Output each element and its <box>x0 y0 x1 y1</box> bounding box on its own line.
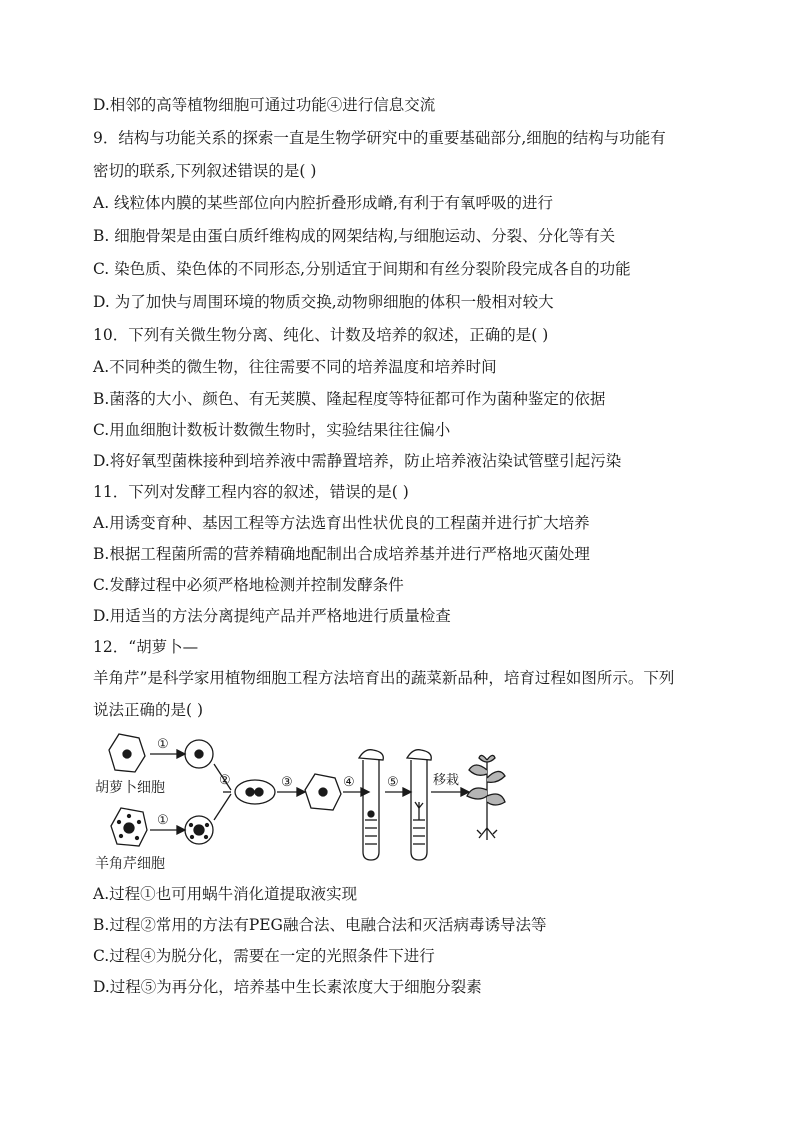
question-11-option-c: C.发酵过程中必须严格地检测并控制发酵条件 <box>93 576 404 594</box>
question-12-option-a: A.过程①也可用蜗牛消化道提取液实现 <box>93 885 358 903</box>
question-11-option-a: A.用诱变育种、基因工程等方法选育出性状优良的工程菌并进行扩大培养 <box>93 514 590 532</box>
step-4-label: ④ <box>343 775 355 790</box>
question-12-option-b: B.过程②常用的方法有PEG融合法、电融合法和灭活病毒诱导法等 <box>93 916 547 934</box>
question-9-option-c: C. 染色质、染色体的不同形态,分别适宜于间期和有丝分裂阶段完成各自的功能 <box>93 260 631 278</box>
question-9-stem-cont: 密切的联系,下列叙述错误的是( ) <box>93 162 317 180</box>
test-tube-callus <box>363 760 379 860</box>
question-9-option-d: D. 为了加快与周围环境的物质交换,动物卵细胞的体积一般相对较大 <box>93 293 554 311</box>
question-9-option-b: B. 细胞骨架是由蛋白质纤维构成的网架结构,与细胞运动、分裂、分化等有关 <box>93 227 616 245</box>
step-1-label: ① <box>157 813 169 828</box>
step-5-label: ⑤ <box>387 775 399 790</box>
transplant-label: 移栽 <box>433 773 460 788</box>
question-10-option-b: B.菌落的大小、颜色、有无荚膜、隆起程度等特征都可作为菌种鉴定的依据 <box>93 390 606 408</box>
question-11-option-d: D.用适当的方法分离提纯产品并严格地进行质量检查 <box>93 607 451 625</box>
step-1-label: ① <box>157 737 169 752</box>
plant-icon <box>467 755 505 840</box>
text-line: D.相邻的高等植物细胞可通过功能④进行信息交流 <box>93 96 436 114</box>
question-9-option-a: A. 线粒体内膜的某些部位向内腔折叠形成嵴,有利于有氧呼吸的进行 <box>93 194 553 212</box>
question-12-option-c: C.过程④为脱分化，需要在一定的光照条件下进行 <box>93 947 435 965</box>
question-10-option-c: C.用血细胞计数板计数微生物时，实验结果往往偏小 <box>93 421 451 439</box>
carrot-cell-label: 胡萝卜细胞 <box>95 780 165 796</box>
question-12-stem-cont: 羊角芹”是科学家用植物细胞工程方法培育出的蔬菜新品种，培育过程如图所示。下列 <box>93 669 675 687</box>
question-10-option-d: D.将好氧型菌株接种到培养液中需静置培养，防止培养液沾染试管壁引起污染 <box>93 452 622 470</box>
celery-cell-label: 羊角芹细胞 <box>95 856 165 872</box>
question-12-stem-cont2: 说法正确的是( ) <box>93 701 204 719</box>
question-11-option-b: B.根据工程菌所需的营养精确地配制出合成培养基并进行严格地灭菌处理 <box>93 545 590 563</box>
question-10-stem: 10．下列有关微生物分离、纯化、计数及培养的叙述，正确的是( ) <box>93 326 549 344</box>
cell-fusion-diagram <box>95 730 515 880</box>
question-9-stem: 9．结构与功能关系的探索一直是生物学研究中的重要基础部分,细胞的结构与功能有 <box>93 129 666 147</box>
step-3-label: ③ <box>281 775 293 790</box>
question-10-option-a: A.不同种类的微生物，往往需要不同的培养温度和培养时间 <box>93 358 497 376</box>
question-12-stem: 12．“胡萝卜— <box>93 638 199 656</box>
step-2-label: ② <box>219 773 231 788</box>
question-12-option-d: D.过程⑤为再分化，培养基中生长素浓度大于细胞分裂素 <box>93 978 482 996</box>
question-11-stem: 11．下列对发酵工程内容的叙述，错误的是( ) <box>93 483 409 501</box>
